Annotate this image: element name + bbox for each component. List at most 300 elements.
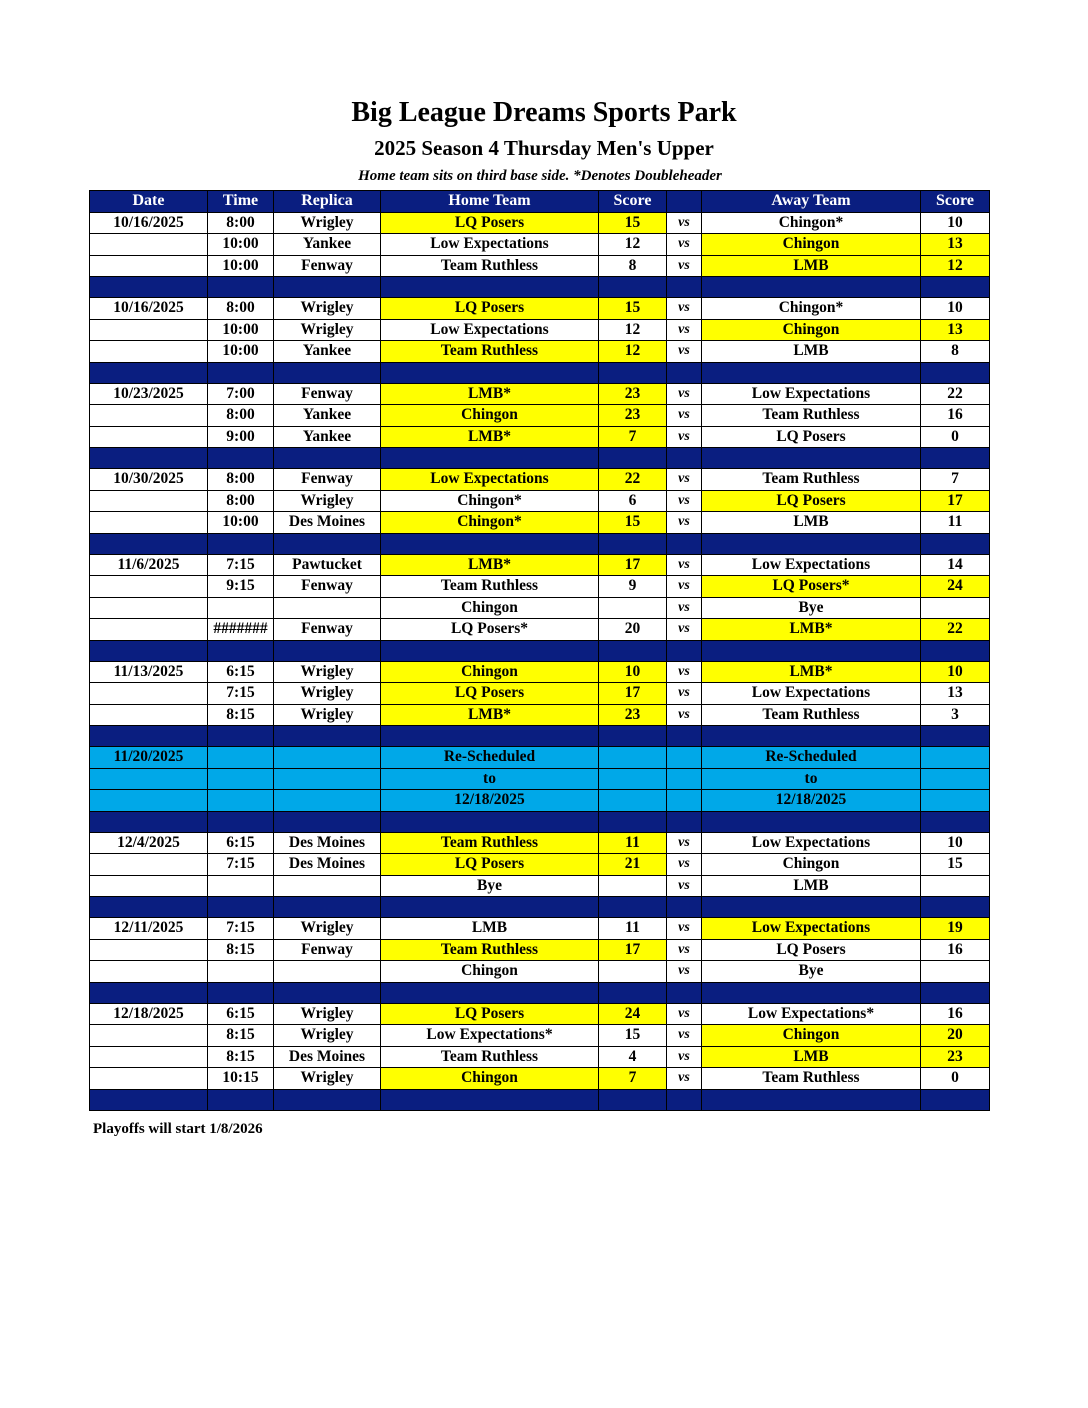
home-team-cell: Team Ruthless — [381, 939, 599, 961]
home-score-cell — [599, 597, 667, 619]
date-cell: 12/18/2025 — [90, 1003, 208, 1025]
away-team-cell: Low Expectations* — [702, 1003, 921, 1025]
replica-cell: Fenway — [274, 469, 381, 491]
away-score-cell — [921, 768, 990, 790]
separator-cell — [274, 362, 381, 383]
vs-cell — [667, 790, 702, 812]
game-row — [90, 255, 990, 277]
separator-cell — [90, 362, 208, 383]
separator-cell — [921, 277, 990, 298]
away-score-cell: 12 — [921, 255, 990, 277]
home-team-cell: LMB — [381, 918, 599, 940]
away-score-cell: 22 — [921, 383, 990, 405]
time-cell: 8:00 — [208, 212, 274, 234]
schedule-body — [90, 212, 990, 1110]
separator-cell — [274, 448, 381, 469]
time-cell: 8:15 — [208, 1025, 274, 1047]
home-team-cell: Chingon* — [381, 512, 599, 534]
date-cell — [90, 1068, 208, 1090]
home-score-cell: 11 — [599, 918, 667, 940]
home-team-cell: to — [381, 768, 599, 790]
away-score-cell: 17 — [921, 490, 990, 512]
home-score-cell: 23 — [599, 405, 667, 427]
home-score-cell: 20 — [599, 619, 667, 641]
vs-cell: vs — [667, 619, 702, 641]
separator-cell — [702, 726, 921, 747]
separator-cell — [274, 811, 381, 832]
game-row — [90, 512, 990, 534]
home-score-cell: 8 — [599, 255, 667, 277]
separator-cell — [599, 533, 667, 554]
time-cell: 6:15 — [208, 1003, 274, 1025]
home-team-cell: Chingon — [381, 1068, 599, 1090]
home-score-cell — [599, 961, 667, 983]
replica-cell — [274, 875, 381, 897]
home-score-cell — [599, 768, 667, 790]
game-row — [90, 661, 990, 683]
home-score-cell: 7 — [599, 426, 667, 448]
home-team-cell: Low Expectations — [381, 319, 599, 341]
game-row — [90, 875, 990, 897]
date-cell — [90, 1046, 208, 1068]
column-header-vs — [667, 191, 702, 213]
away-team-cell: Low Expectations — [702, 832, 921, 854]
replica-cell: Wrigley — [274, 704, 381, 726]
away-team-cell: Team Ruthless — [702, 704, 921, 726]
time-cell: 10:00 — [208, 512, 274, 534]
separator-cell — [90, 811, 208, 832]
vs-cell: vs — [667, 298, 702, 320]
away-score-cell: 10 — [921, 212, 990, 234]
separator-cell — [921, 362, 990, 383]
replica-cell — [274, 597, 381, 619]
separator-cell — [274, 897, 381, 918]
game-row — [90, 683, 990, 705]
home-score-cell: 15 — [599, 298, 667, 320]
game-row — [90, 1003, 990, 1025]
away-team-cell: LMB — [702, 255, 921, 277]
away-team-cell: Chingon — [702, 234, 921, 256]
replica-cell: Des Moines — [274, 832, 381, 854]
separator-cell — [599, 640, 667, 661]
home-team-cell: Team Ruthless — [381, 576, 599, 598]
replica-cell — [274, 961, 381, 983]
vs-cell: vs — [667, 1025, 702, 1047]
away-team-cell: LMB* — [702, 661, 921, 683]
date-cell — [90, 597, 208, 619]
separator-cell — [599, 448, 667, 469]
away-score-cell: 19 — [921, 918, 990, 940]
separator-cell — [90, 533, 208, 554]
separator-cell — [90, 448, 208, 469]
separator-cell — [208, 982, 274, 1003]
home-score-cell: 22 — [599, 469, 667, 491]
vs-cell: vs — [667, 1046, 702, 1068]
time-cell: 8:00 — [208, 490, 274, 512]
away-score-cell: 16 — [921, 1003, 990, 1025]
home-score-cell: 17 — [599, 554, 667, 576]
separator-cell — [90, 277, 208, 298]
home-team-cell: LQ Posers* — [381, 619, 599, 641]
away-score-cell: 22 — [921, 619, 990, 641]
home-team-cell: LQ Posers — [381, 212, 599, 234]
separator-cell — [381, 533, 599, 554]
away-team-cell: LMB — [702, 341, 921, 363]
vs-cell: vs — [667, 661, 702, 683]
date-cell: 11/6/2025 — [90, 554, 208, 576]
separator-cell — [921, 982, 990, 1003]
game-row — [90, 405, 990, 427]
home-score-cell: 4 — [599, 1046, 667, 1068]
replica-cell: Wrigley — [274, 1003, 381, 1025]
date-cell — [90, 961, 208, 983]
date-cell — [90, 768, 208, 790]
vs-cell: vs — [667, 405, 702, 427]
separator-cell — [702, 277, 921, 298]
date-cell — [90, 854, 208, 876]
date-cell: 10/30/2025 — [90, 469, 208, 491]
game-row — [90, 1025, 990, 1047]
away-team-cell: Chingon* — [702, 298, 921, 320]
vs-cell: vs — [667, 490, 702, 512]
vs-cell: vs — [667, 854, 702, 876]
column-header-away-team: Away Team — [702, 191, 921, 213]
away-score-cell: 14 — [921, 554, 990, 576]
date-cell — [90, 234, 208, 256]
home-score-cell: 23 — [599, 383, 667, 405]
home-score-cell — [599, 875, 667, 897]
home-team-cell: Chingon — [381, 597, 599, 619]
replica-cell: Fenway — [274, 383, 381, 405]
date-cell — [90, 704, 208, 726]
separator-cell — [667, 448, 702, 469]
home-team-cell: LQ Posers — [381, 1003, 599, 1025]
vs-cell: vs — [667, 939, 702, 961]
date-cell — [90, 790, 208, 812]
time-cell: 10:00 — [208, 234, 274, 256]
date-cell — [90, 512, 208, 534]
separator-cell — [667, 277, 702, 298]
separator-cell — [208, 448, 274, 469]
time-cell: ####### — [208, 619, 274, 641]
separator-cell — [274, 277, 381, 298]
away-team-cell: LQ Posers — [702, 426, 921, 448]
home-team-cell: Chingon* — [381, 490, 599, 512]
home-team-cell: Chingon — [381, 405, 599, 427]
vs-cell: vs — [667, 832, 702, 854]
away-score-cell — [921, 790, 990, 812]
replica-cell: Wrigley — [274, 683, 381, 705]
away-team-cell: Chingon — [702, 1025, 921, 1047]
separator-cell — [381, 1089, 599, 1110]
separator-cell — [381, 640, 599, 661]
away-score-cell: 11 — [921, 512, 990, 534]
game-row — [90, 597, 990, 619]
away-score-cell: 8 — [921, 341, 990, 363]
game-row — [90, 1046, 990, 1068]
game-row — [90, 918, 990, 940]
time-cell: 7:00 — [208, 383, 274, 405]
time-cell: 10:00 — [208, 341, 274, 363]
away-score-cell: 15 — [921, 854, 990, 876]
replica-cell: Wrigley — [274, 1068, 381, 1090]
vs-cell: vs — [667, 234, 702, 256]
game-row — [90, 832, 990, 854]
away-team-cell: LQ Posers — [702, 939, 921, 961]
away-team-cell: Team Ruthless — [702, 469, 921, 491]
separator-cell — [208, 726, 274, 747]
separator-cell — [921, 1089, 990, 1110]
separator-row — [90, 811, 990, 832]
game-row — [90, 383, 990, 405]
separator-cell — [921, 811, 990, 832]
separator-cell — [667, 811, 702, 832]
vs-cell: vs — [667, 1003, 702, 1025]
date-cell: 12/11/2025 — [90, 918, 208, 940]
game-row — [90, 469, 990, 491]
separator-cell — [599, 726, 667, 747]
home-team-cell: Bye — [381, 875, 599, 897]
away-team-cell: Chingon* — [702, 212, 921, 234]
separator-cell — [599, 1089, 667, 1110]
away-team-cell: Re-Scheduled — [702, 747, 921, 769]
home-team-cell: Team Ruthless — [381, 1046, 599, 1068]
column-header-home-score: Score — [599, 191, 667, 213]
date-cell — [90, 619, 208, 641]
separator-cell — [702, 640, 921, 661]
home-team-cell: Low Expectations* — [381, 1025, 599, 1047]
home-score-cell: 12 — [599, 319, 667, 341]
separator-cell — [921, 726, 990, 747]
separator-cell — [381, 448, 599, 469]
replica-cell: Wrigley — [274, 661, 381, 683]
separator-row — [90, 982, 990, 1003]
away-score-cell: 10 — [921, 661, 990, 683]
home-score-cell: 15 — [599, 1025, 667, 1047]
separator-cell — [381, 897, 599, 918]
separator-cell — [702, 1089, 921, 1110]
away-team-cell: LMB — [702, 512, 921, 534]
column-header-away-score: Score — [921, 191, 990, 213]
vs-cell: vs — [667, 875, 702, 897]
time-cell: 9:00 — [208, 426, 274, 448]
time-cell: 8:15 — [208, 704, 274, 726]
vs-cell: vs — [667, 512, 702, 534]
home-score-cell: 11 — [599, 832, 667, 854]
home-score-cell: 6 — [599, 490, 667, 512]
time-cell: 7:15 — [208, 918, 274, 940]
replica-cell: Fenway — [274, 576, 381, 598]
separator-row — [90, 897, 990, 918]
home-team-cell: LMB* — [381, 383, 599, 405]
separator-cell — [667, 897, 702, 918]
time-cell: 10:00 — [208, 255, 274, 277]
separator-cell — [208, 362, 274, 383]
home-score-cell — [599, 747, 667, 769]
rescheduled-row — [90, 747, 990, 769]
home-team-cell: LMB* — [381, 554, 599, 576]
replica-cell: Fenway — [274, 619, 381, 641]
separator-cell — [90, 1089, 208, 1110]
home-team-cell: Team Ruthless — [381, 832, 599, 854]
away-team-cell: Low Expectations — [702, 918, 921, 940]
time-cell — [208, 597, 274, 619]
rescheduled-row — [90, 768, 990, 790]
separator-cell — [599, 897, 667, 918]
home-team-cell: Team Ruthless — [381, 255, 599, 277]
home-team-cell: LMB* — [381, 704, 599, 726]
away-team-cell: LMB — [702, 875, 921, 897]
time-cell: 8:00 — [208, 469, 274, 491]
date-cell — [90, 875, 208, 897]
separator-cell — [599, 277, 667, 298]
schedule-table — [89, 190, 990, 1111]
separator-cell — [702, 897, 921, 918]
home-score-cell: 17 — [599, 683, 667, 705]
away-score-cell: 3 — [921, 704, 990, 726]
date-cell: 12/4/2025 — [90, 832, 208, 854]
game-row — [90, 576, 990, 598]
vs-cell: vs — [667, 341, 702, 363]
separator-cell — [90, 640, 208, 661]
replica-cell: Fenway — [274, 939, 381, 961]
date-cell — [90, 576, 208, 598]
away-score-cell: 0 — [921, 426, 990, 448]
schedule-note: Home team sits on third base side. *Denotes Doubleheader — [358, 168, 722, 184]
away-score-cell: 7 — [921, 469, 990, 491]
separator-cell — [667, 1089, 702, 1110]
time-cell — [208, 747, 274, 769]
vs-cell: vs — [667, 426, 702, 448]
away-team-cell: Low Expectations — [702, 383, 921, 405]
separator-cell — [208, 897, 274, 918]
home-score-cell: 12 — [599, 341, 667, 363]
separator-cell — [274, 726, 381, 747]
separator-cell — [208, 533, 274, 554]
column-header-time: Time — [208, 191, 274, 213]
away-score-cell — [921, 597, 990, 619]
separator-row — [90, 448, 990, 469]
away-score-cell: 20 — [921, 1025, 990, 1047]
replica-cell: Yankee — [274, 405, 381, 427]
away-score-cell: 24 — [921, 576, 990, 598]
vs-cell: vs — [667, 597, 702, 619]
away-score-cell: 0 — [921, 1068, 990, 1090]
replica-cell: Des Moines — [274, 512, 381, 534]
away-team-cell: LMB* — [702, 619, 921, 641]
separator-cell — [274, 982, 381, 1003]
replica-cell: Wrigley — [274, 1025, 381, 1047]
separator-cell — [702, 533, 921, 554]
date-cell — [90, 341, 208, 363]
away-team-cell: Chingon — [702, 854, 921, 876]
time-cell: 7:15 — [208, 854, 274, 876]
away-team-cell: Low Expectations — [702, 683, 921, 705]
replica-cell: Yankee — [274, 234, 381, 256]
home-team-cell: LQ Posers — [381, 298, 599, 320]
separator-cell — [208, 811, 274, 832]
column-header-date: Date — [90, 191, 208, 213]
date-cell — [90, 405, 208, 427]
page-title: Big League Dreams Sports Park — [351, 97, 737, 128]
separator-cell — [599, 811, 667, 832]
away-score-cell: 13 — [921, 683, 990, 705]
away-team-cell: Bye — [702, 597, 921, 619]
column-header-replica: Replica — [274, 191, 381, 213]
away-score-cell: 10 — [921, 832, 990, 854]
date-cell — [90, 939, 208, 961]
away-score-cell: 13 — [921, 234, 990, 256]
separator-cell — [921, 897, 990, 918]
time-cell: 10:15 — [208, 1068, 274, 1090]
page-subtitle: 2025 Season 4 Thursday Men's Upper — [374, 136, 714, 160]
game-row — [90, 554, 990, 576]
time-cell: 8:15 — [208, 939, 274, 961]
away-score-cell — [921, 747, 990, 769]
time-cell — [208, 790, 274, 812]
away-score-cell — [921, 875, 990, 897]
column-header-home-team: Home Team — [381, 191, 599, 213]
separator-cell — [702, 448, 921, 469]
replica-cell: Yankee — [274, 341, 381, 363]
playoffs-note: Playoffs will start 1/8/2026 — [93, 1121, 263, 1137]
replica-cell: Wrigley — [274, 298, 381, 320]
separator-cell — [208, 277, 274, 298]
date-cell — [90, 319, 208, 341]
date-cell: 11/20/2025 — [90, 747, 208, 769]
home-team-cell: Re-Scheduled — [381, 747, 599, 769]
time-cell: 6:15 — [208, 832, 274, 854]
separator-cell — [90, 982, 208, 1003]
home-score-cell: 15 — [599, 212, 667, 234]
separator-cell — [208, 1089, 274, 1110]
home-team-cell: Low Expectations — [381, 469, 599, 491]
vs-cell: vs — [667, 704, 702, 726]
separator-cell — [381, 982, 599, 1003]
replica-cell — [274, 747, 381, 769]
separator-cell — [381, 811, 599, 832]
away-score-cell — [921, 961, 990, 983]
vs-cell — [667, 768, 702, 790]
separator-cell — [599, 982, 667, 1003]
game-row — [90, 234, 990, 256]
time-cell: 7:15 — [208, 554, 274, 576]
time-cell — [208, 768, 274, 790]
time-cell — [208, 961, 274, 983]
separator-cell — [667, 362, 702, 383]
separator-cell — [208, 640, 274, 661]
replica-cell: Wrigley — [274, 918, 381, 940]
separator-cell — [90, 726, 208, 747]
game-row — [90, 212, 990, 234]
home-score-cell: 24 — [599, 1003, 667, 1025]
vs-cell: vs — [667, 383, 702, 405]
separator-row — [90, 362, 990, 383]
separator-cell — [599, 362, 667, 383]
replica-cell: Wrigley — [274, 212, 381, 234]
time-cell: 9:15 — [208, 576, 274, 598]
home-team-cell: 12/18/2025 — [381, 790, 599, 812]
replica-cell: Wrigley — [274, 319, 381, 341]
separator-cell — [667, 640, 702, 661]
game-row — [90, 426, 990, 448]
separator-cell — [702, 362, 921, 383]
time-cell: 7:15 — [208, 683, 274, 705]
date-cell: 10/16/2025 — [90, 212, 208, 234]
vs-cell: vs — [667, 961, 702, 983]
replica-cell: Fenway — [274, 255, 381, 277]
game-row — [90, 298, 990, 320]
